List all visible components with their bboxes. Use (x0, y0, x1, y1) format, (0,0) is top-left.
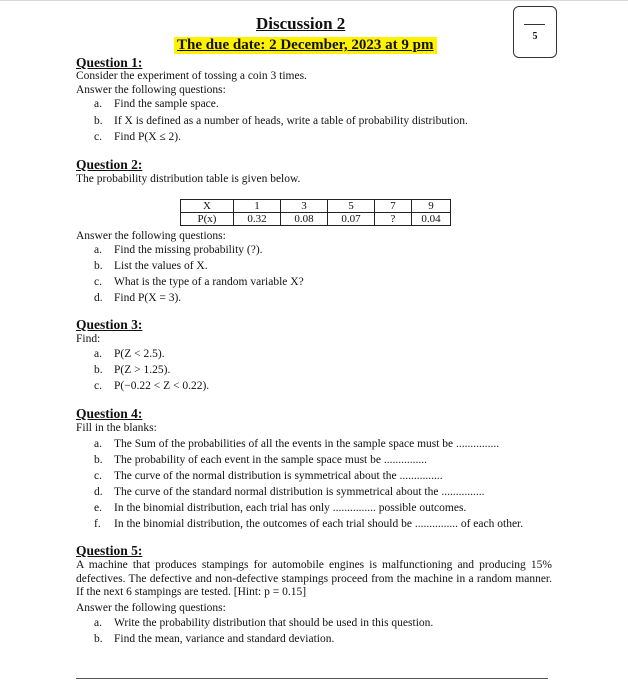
q2-heading: Question 2: (76, 157, 143, 172)
list-item (94, 364, 170, 376)
item-text: The probability of each event in the sample space must be ............... (114, 454, 427, 466)
list-item (94, 380, 209, 392)
item-text: The curve of the normal distribution is symmetrical about the ............... (114, 470, 443, 482)
score-blank-line (524, 24, 545, 25)
list-item (94, 486, 484, 498)
item-label: b. (94, 454, 103, 466)
item-text: In the binomial distribution, each trial has only ............... possible outcomes. (114, 502, 467, 514)
item-label: d. (94, 486, 103, 498)
table-cell: 9 (412, 200, 451, 213)
table-cell: 0.08 (281, 213, 328, 226)
q2-intro: The probability distribution table is given below. (76, 173, 301, 185)
table-cell: 7 (375, 200, 412, 213)
item-label: c. (94, 276, 102, 288)
list-item (94, 98, 219, 110)
item-text: P(−0.22 < Z < 0.22). (114, 380, 210, 392)
table-cell: 0.32 (234, 213, 281, 226)
table-cell: 1 (234, 200, 281, 213)
item-label: b. (94, 633, 103, 645)
item-label: b. (94, 260, 103, 272)
item-text: P(Z > 1.25). (114, 364, 171, 376)
list-item (94, 470, 443, 482)
score-total: 5 (532, 31, 538, 42)
table-header-x: X (181, 200, 234, 213)
item-text: Find the sample space. (114, 98, 219, 110)
list-item (94, 518, 523, 530)
table-cell: ? (375, 213, 412, 226)
table-cell: 0.04 (412, 213, 451, 226)
table-row (181, 213, 451, 226)
table-row (181, 200, 451, 213)
item-text: If X is defined as a number of heads, write a table of probability distribution. (114, 115, 468, 127)
list-item (94, 633, 334, 645)
item-label: c. (94, 131, 102, 143)
q4-intro: Fill in the blanks: (76, 422, 157, 434)
list-item (94, 115, 468, 127)
list-item (94, 617, 433, 629)
list-item (94, 260, 208, 272)
table-cell: 0.07 (328, 213, 375, 226)
q1-heading: Question 1: (76, 55, 143, 70)
item-text: The Sum of the probabilities of all the events in the sample space must be ............... (114, 438, 500, 450)
q3-intro: Find: (76, 333, 101, 345)
item-label: b. (94, 364, 103, 376)
table-cell: 3 (281, 200, 328, 213)
item-label: a. (94, 244, 102, 256)
page-title: Discussion 2 (256, 14, 346, 33)
score-box (513, 6, 557, 58)
item-text: Find P(X ≤ 2). (114, 131, 182, 143)
item-text: In the binomial distribution, the outcomes of each trial should be ............... of each other. (114, 518, 524, 530)
list-item (94, 292, 181, 304)
q3-heading: Question 3: (76, 317, 143, 332)
item-label: b. (94, 115, 103, 127)
item-text: List the values of X. (114, 260, 208, 272)
list-item (94, 348, 165, 360)
item-label: a. (94, 617, 102, 629)
list-item (94, 244, 263, 256)
item-label: a. (94, 348, 102, 360)
item-label: a. (94, 98, 102, 110)
item-label: c. (94, 470, 102, 482)
item-text: The curve of the standard normal distribution is symmetrical about the ............... (114, 486, 485, 498)
item-label: d. (94, 292, 103, 304)
item-text: Find the missing probability (?). (114, 244, 263, 256)
item-text: Write the probability distribution that should be used in this question. (114, 617, 434, 629)
q4-heading: Question 4: (76, 406, 143, 421)
list-item (94, 454, 427, 466)
list-item (94, 438, 499, 450)
item-label: a. (94, 438, 102, 450)
item-label: c. (94, 380, 102, 392)
q2-instruction: Answer the following questions: (76, 230, 226, 242)
table-header-p: P(x) (181, 213, 234, 226)
bottom-divider (76, 678, 548, 679)
list-item (94, 131, 181, 143)
item-text: What is the type of a random variable X? (114, 276, 304, 288)
q5-paragraph: A machine that produces stampings for automobile engines is malfunctioning and producing 15% defectives. The defective and non-defective stampings proceed from the machine in a random manner. If the next 6 stampings are tested. [Hint: p = 0.15] (76, 559, 552, 599)
q1-intro: Consider the experiment of tossing a coin 3 times. (76, 70, 307, 82)
list-item (94, 276, 304, 288)
q5-heading: Question 5: (76, 543, 143, 558)
item-text: Find the mean, variance and standard deviation. (114, 633, 335, 645)
item-text: P(Z < 2.5). (114, 348, 165, 360)
q5-instruction: Answer the following questions: (76, 602, 226, 614)
item-text: Find P(X = 3). (114, 292, 182, 304)
due-date: The due date: 2 December, 2023 at 9 pm (174, 37, 437, 54)
table-cell: 5 (328, 200, 375, 213)
list-item (94, 502, 466, 514)
q1-instruction: Answer the following questions: (76, 84, 226, 96)
item-label: e. (94, 502, 102, 514)
probability-table (180, 199, 451, 226)
item-label: f. (94, 518, 101, 530)
top-divider (0, 0, 628, 1)
